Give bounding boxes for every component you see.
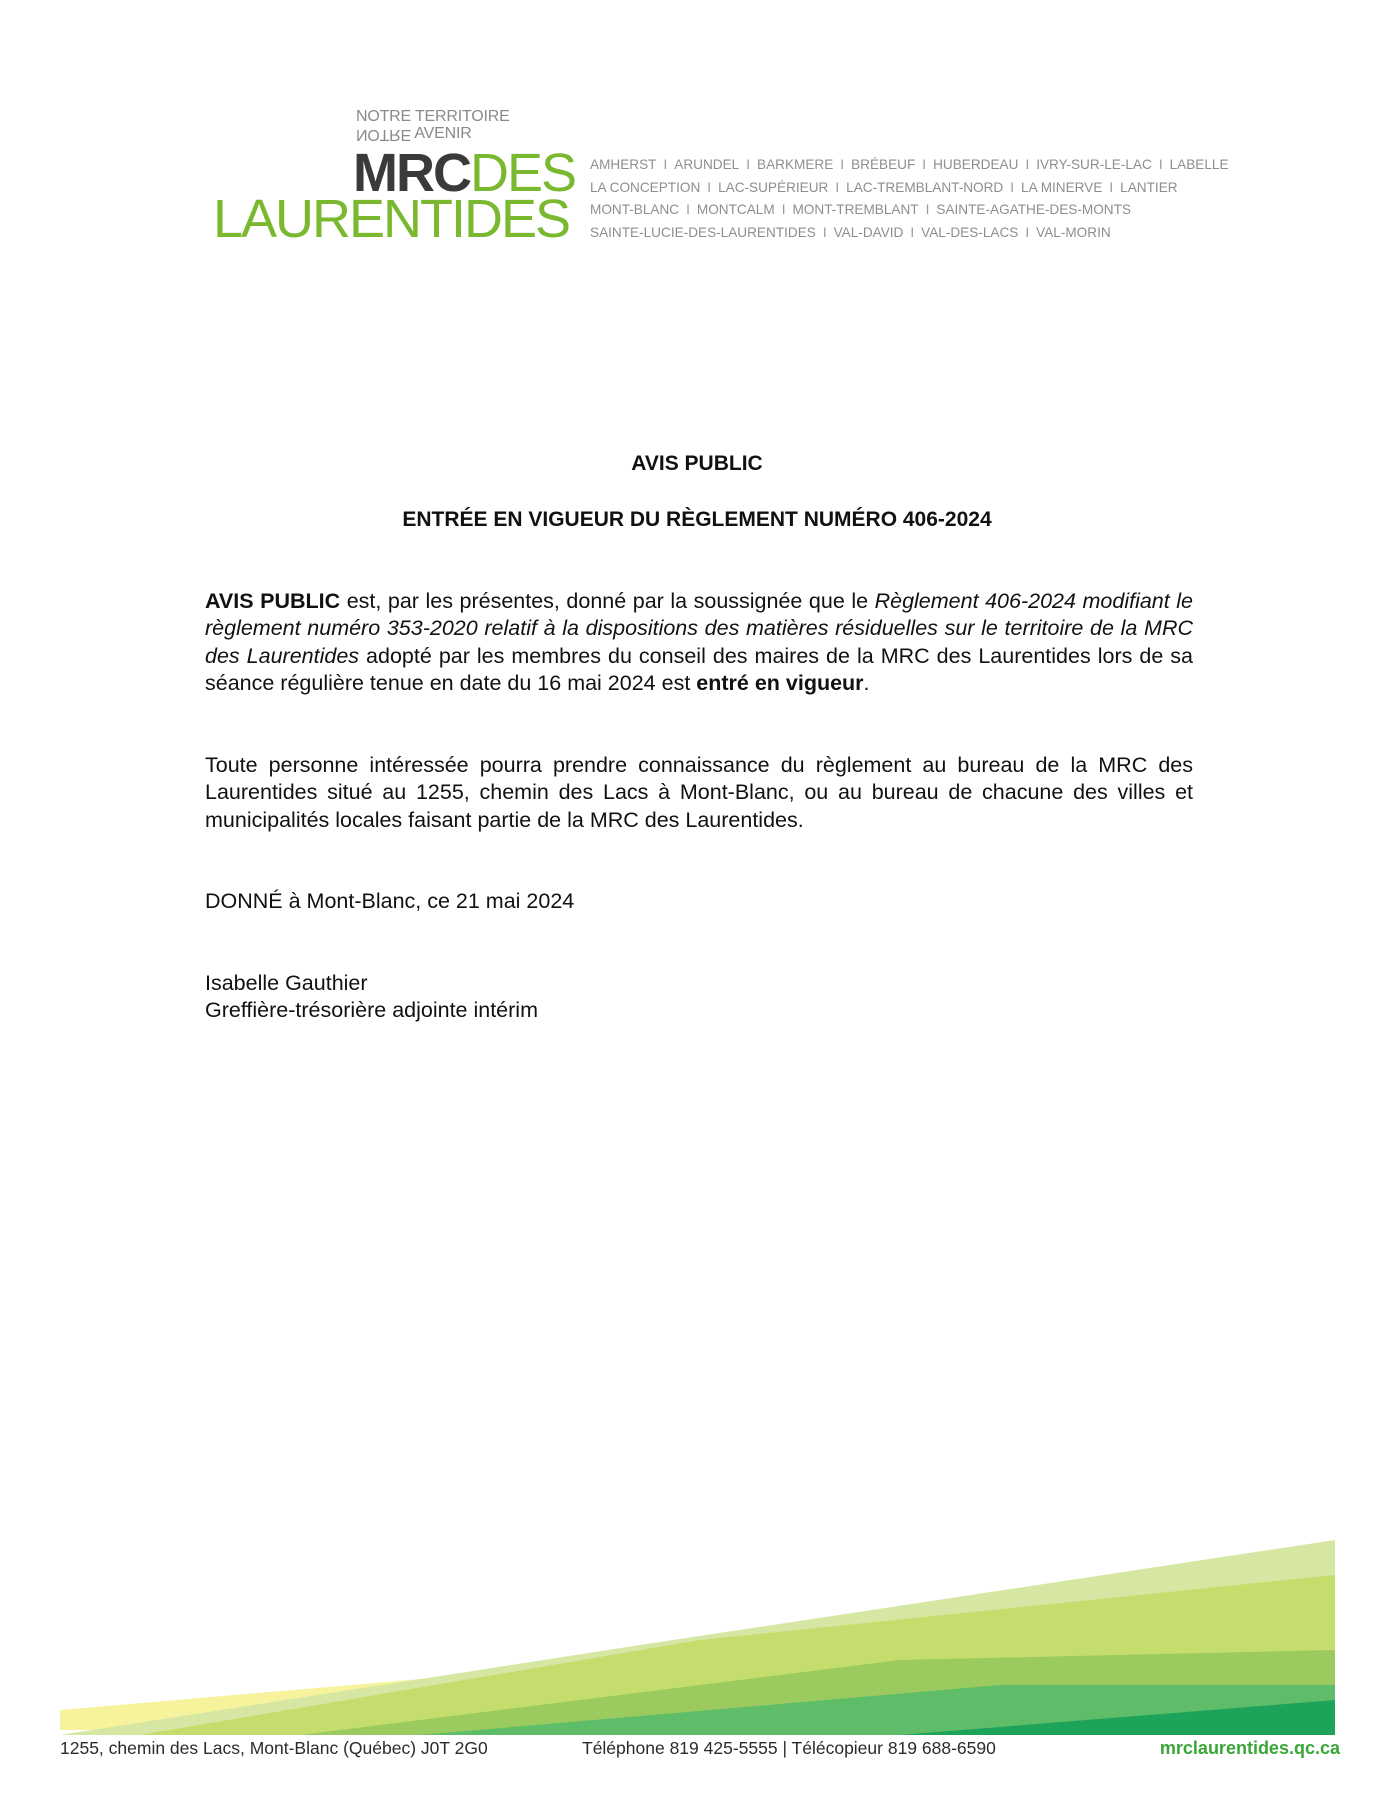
separator: I [1025,224,1030,240]
municipalities-list [590,157,1230,247]
municipality-name: HUBERDEAU [933,157,1019,172]
notice-status-bold: entré en vigueur [696,671,864,696]
municipality-name: ARUNDEL [674,157,740,172]
notice-date-line: DONNÉ à Mont-Blanc, ce 21 mai 2024 [205,889,575,913]
municipality-name: MONTCALM [696,202,775,217]
notice-text: . [863,671,870,696]
municipality-name: MONT-BLANC [590,202,680,217]
logo-tagline-mirrored-word: NOTRE [356,126,412,143]
notice-text: adopté par les membres du conseil des maires de la MRC des Laurentides lors de sa séance régulière tenue en date du 16 mai 2024 est [205,643,1194,696]
logo-laurentides-text: LAURENTIDES [213,189,570,249]
footer-phones: Téléphone 819 425-5555 | Télécopieur 819 688-6590 [582,1738,996,1758]
notice-text: est, par les présentes, donné par la soussignée que le [340,589,875,613]
separator: I [686,202,690,217]
municipalities-row [590,225,1230,248]
separator: I [781,202,786,217]
municipalities-row [590,157,1230,180]
municipality-name: SAINTE-LUCIE-DES-LAURENTIDES [590,224,816,240]
municipality-name: BARKMERE [757,157,834,172]
separator: I [910,224,915,240]
logo-tagline-line1: NOTRE TERRITOIRE [356,108,510,125]
mrc-logo [213,108,583,248]
municipality-name: LABELLE [1169,157,1229,172]
footer-address: 1255, chemin des Lacs, Mont-Blanc (Québec) J0T 2G0 [60,1738,488,1758]
municipality-name: SAINTE-AGATHE-DES-MONTS [936,202,1131,217]
footer-website-link[interactable]: mrclaurentides.qc.ca [1159,1738,1340,1758]
logo-tagline-word: AVENIR [414,125,472,142]
municipalities-row [590,202,1230,225]
footer-decorative-band [0,1520,1394,1735]
separator: I [840,157,845,172]
municipality-name: LAC-TREMBLANT-NORD [846,179,1004,195]
separator: I [707,179,712,195]
municipality-name: BRÉBEUF [851,157,916,172]
regulation-title: Règlement 406-2024 modifiant le règlement numéro 353-2020 relatif à la dispositions des matières résiduelles sur le territoire de la MRC des Laurentides [205,589,1193,668]
municipality-name: LA CONCEPTION [590,179,701,195]
municipality-name: LAC-SUPÉRIEUR [718,179,829,195]
separator: I [835,179,840,195]
separator: I [1158,157,1163,172]
separator: I [925,202,930,217]
notice-lead-bold: AVIS PUBLIC [205,589,341,613]
separator: I [1025,157,1030,172]
logo-des-text: DES [469,143,576,203]
municipality-name: LA MINERVE [1021,179,1103,195]
notice-paragraph-1 [205,588,1193,698]
separator: I [822,224,827,240]
municipality-name: IVRY-SUR-LE-LAC [1036,157,1152,172]
separator: I [922,157,927,172]
notice-paragraph-2: Toute personne intéressée pourra prendre connaissance du règlement au bureau de la MRC des Laurentides situé au 1255, chemin des Lacs à Mont-Blanc, ou au bureau de chacune des villes et municipalités locales faisant partie de la MRC des Laurentides. [205,753,1193,832]
separator: I [1109,179,1114,195]
signatory-title: Greffière-trésorière adjointe intérim [205,998,538,1023]
logo-mrc-text: MRC [353,143,470,203]
municipality-name: AMHERST [590,157,657,172]
notice-subtitle: ENTRÉE EN VIGUEUR DU RÈGLEMENT NUMÉRO 406-2024 [402,508,992,531]
municipality-name: VAL-DES-LACS [921,224,1019,240]
municipality-name: VAL-DAVID [833,224,904,240]
municipality-name: VAL-MORIN [1036,224,1111,240]
separator: I [746,157,750,172]
notice-title: AVIS PUBLIC [631,452,763,475]
municipality-name: LANTIER [1120,179,1178,195]
separator: I [663,157,668,172]
municipalities-row [590,180,1230,203]
separator: I [1010,179,1015,195]
signature-block [205,970,538,1025]
logo-tagline-line2 [356,125,472,143]
footer [60,1738,1340,1768]
municipality-name: MONT-TREMBLANT [792,202,919,217]
signatory-name: Isabelle Gauthier [205,971,368,995]
